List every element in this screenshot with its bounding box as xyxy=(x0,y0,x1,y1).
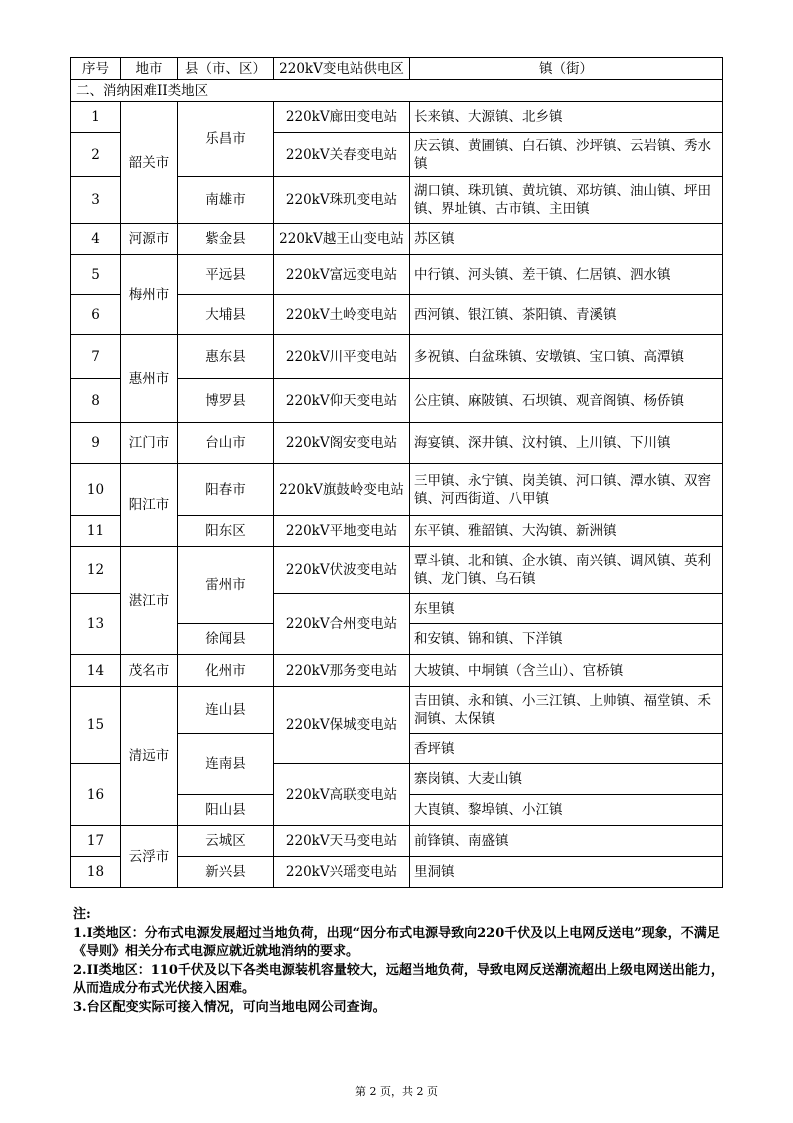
city-cell: 清远市 xyxy=(121,687,178,826)
county-cell: 新兴县 xyxy=(178,857,274,888)
county-cell: 紫金县 xyxy=(178,224,274,255)
towns-cell: 西河镇、银江镇、茶阳镇、青溪镇 xyxy=(410,295,723,335)
row-no: 14 xyxy=(71,655,121,687)
substation-cell: 220kV仰天变电站 xyxy=(274,379,410,423)
table-row xyxy=(71,224,723,255)
city-cell: 韶关市 xyxy=(121,102,178,224)
towns-cell: 中行镇、河头镇、差干镇、仁居镇、泗水镇 xyxy=(410,255,723,295)
row-no: 2 xyxy=(71,133,121,177)
county-cell: 乐昌市 xyxy=(178,102,274,177)
row-no: 12 xyxy=(71,547,121,594)
towns-cell: 里洞镇 xyxy=(410,857,723,888)
county-cell: 阳山县 xyxy=(178,795,274,826)
table-row xyxy=(71,102,723,133)
header-county: 县（市、区） xyxy=(178,58,274,80)
city-cell: 河源市 xyxy=(121,224,178,255)
towns-cell: 覃斗镇、北和镇、企水镇、南兴镇、调风镇、英利镇、龙门镇、乌石镇 xyxy=(410,547,723,594)
table-row xyxy=(71,423,723,464)
notes-title: 注: xyxy=(73,907,91,922)
table-row xyxy=(71,655,723,687)
substation-cell: 220kV兴瑶变电站 xyxy=(274,857,410,888)
substation-cell: 220kV伏波变电站 xyxy=(274,547,410,594)
row-no: 8 xyxy=(71,379,121,423)
county-cell: 博罗县 xyxy=(178,379,274,423)
substation-cell: 220kV廊田变电站 xyxy=(274,102,410,133)
towns-cell: 庆云镇、黄圃镇、白石镇、沙坪镇、云岩镇、秀水镇 xyxy=(410,133,723,177)
notes-block xyxy=(73,906,733,1017)
county-cell: 连南县 xyxy=(178,734,274,795)
city-cell: 云浮市 xyxy=(121,826,178,888)
county-cell: 徐闻县 xyxy=(178,624,274,655)
header-towns: 镇（街） xyxy=(410,58,723,80)
city-cell: 惠州市 xyxy=(121,335,178,423)
row-no: 13 xyxy=(71,594,121,655)
substation-cell: 220kV富远变电站 xyxy=(274,255,410,295)
row-no: 4 xyxy=(71,224,121,255)
table-row xyxy=(71,335,723,379)
table-row xyxy=(71,826,723,857)
county-cell: 阳东区 xyxy=(178,516,274,547)
county-cell: 阳春市 xyxy=(178,464,274,516)
towns-cell: 香坪镇 xyxy=(410,734,723,764)
towns-cell: 大坡镇、中垌镇（含兰山）、官桥镇 xyxy=(410,655,723,687)
table-row xyxy=(71,687,723,734)
row-no: 6 xyxy=(71,295,121,335)
county-cell: 云城区 xyxy=(178,826,274,857)
towns-cell: 大崀镇、黎埠镇、小江镇 xyxy=(410,795,723,826)
table-row xyxy=(71,255,723,295)
county-cell: 大埔县 xyxy=(178,295,274,335)
towns-cell: 吉田镇、永和镇、小三江镇、上帅镇、福堂镇、禾洞镇、太保镇 xyxy=(410,687,723,734)
substation-cell: 220kV那务变电站 xyxy=(274,655,410,687)
substation-cell: 220kV保城变电站 xyxy=(274,687,410,764)
row-no: 9 xyxy=(71,423,121,464)
towns-cell: 和安镇、锦和镇、下洋镇 xyxy=(410,624,723,655)
substation-cell: 220kV合州变电站 xyxy=(274,594,410,655)
county-cell: 台山市 xyxy=(178,423,274,464)
substation-cell: 220kV珠玑变电站 xyxy=(274,177,410,224)
header-no: 序号 xyxy=(71,58,121,80)
county-cell: 南雄市 xyxy=(178,177,274,224)
substation-cell: 220kV阁安变电站 xyxy=(274,423,410,464)
substation-cell: 220kV川平变电站 xyxy=(274,335,410,379)
table-header-row xyxy=(71,58,723,80)
city-cell: 梅州市 xyxy=(121,255,178,335)
towns-cell: 前锋镇、南盛镇 xyxy=(410,826,723,857)
towns-cell: 湖口镇、珠玑镇、黄坑镇、邓坊镇、油山镇、坪田镇、界址镇、古市镇、主田镇 xyxy=(410,177,723,224)
row-no: 18 xyxy=(71,857,121,888)
row-no: 1 xyxy=(71,102,121,133)
row-no: 3 xyxy=(71,177,121,224)
section-row xyxy=(71,80,723,102)
substation-cell: 220kV越王山变电站 xyxy=(274,224,410,255)
row-no: 7 xyxy=(71,335,121,379)
city-cell: 湛江市 xyxy=(121,547,178,655)
county-cell: 平远县 xyxy=(178,255,274,295)
county-cell: 连山县 xyxy=(178,687,274,734)
towns-cell: 海宴镇、深井镇、汶村镇、上川镇、下川镇 xyxy=(410,423,723,464)
table-row xyxy=(71,547,723,594)
substation-cell: 220kV高联变电站 xyxy=(274,764,410,826)
row-no: 16 xyxy=(71,764,121,826)
row-no: 5 xyxy=(71,255,121,295)
substation-cell: 220kV土岭变电站 xyxy=(274,295,410,335)
towns-cell: 苏区镇 xyxy=(410,224,723,255)
substation-table xyxy=(70,57,723,888)
county-cell: 惠东县 xyxy=(178,335,274,379)
row-no: 15 xyxy=(71,687,121,764)
towns-cell: 多祝镇、白盆珠镇、安墩镇、宝口镇、高潭镇 xyxy=(410,335,723,379)
row-no: 17 xyxy=(71,826,121,857)
header-city: 地市 xyxy=(121,58,178,80)
towns-cell: 寨岗镇、大麦山镇 xyxy=(410,764,723,795)
substation-cell: 220kV旗鼓岭变电站 xyxy=(274,464,410,516)
substation-cell: 220kV关春变电站 xyxy=(274,133,410,177)
substation-cell: 220kV平地变电站 xyxy=(274,516,410,547)
city-cell: 江门市 xyxy=(121,423,178,464)
page-footer: 第 2 页，共 2 页 xyxy=(355,1085,438,1098)
towns-cell: 公庄镇、麻陂镇、石坝镇、观音阁镇、杨侨镇 xyxy=(410,379,723,423)
county-cell: 雷州市 xyxy=(178,547,274,624)
section-title: 二、消纳困难II类地区 xyxy=(71,80,723,102)
city-cell: 茂名市 xyxy=(121,655,178,687)
note-item: 2.II类地区：110千伏及以下各类电源装机容量较大，远超当地负荷，导致电网反送潮流超出上级电网送出能力，从而造成分布式光伏接入困难。 xyxy=(73,962,724,996)
header-substation: 220kV变电站供电区 xyxy=(274,58,410,80)
city-cell: 阳江市 xyxy=(121,464,178,547)
towns-cell: 东平镇、雅韶镇、大沟镇、新洲镇 xyxy=(410,516,723,547)
note-item: 3.台区配变实际可接入情况，可向当地电网公司查询。 xyxy=(73,999,386,1015)
towns-cell: 三甲镇、永宁镇、岗美镇、河口镇、潭水镇、双窖镇、河西街道、八甲镇 xyxy=(410,464,723,516)
towns-cell: 东里镇 xyxy=(410,594,723,624)
table-row xyxy=(71,464,723,516)
note-item: 1.I类地区：分布式电源发展超过当地负荷，出现“因分布式电源导致向220千伏及以上电网反送电”现象，不满足《导则》相关分布式电源应就近就地消纳的要求。 xyxy=(73,925,720,959)
row-no: 10 xyxy=(71,464,121,516)
county-cell: 化州市 xyxy=(178,655,274,687)
towns-cell: 长来镇、大源镇、北乡镇 xyxy=(410,102,723,133)
row-no: 11 xyxy=(71,516,121,547)
substation-cell: 220kV天马变电站 xyxy=(274,826,410,857)
